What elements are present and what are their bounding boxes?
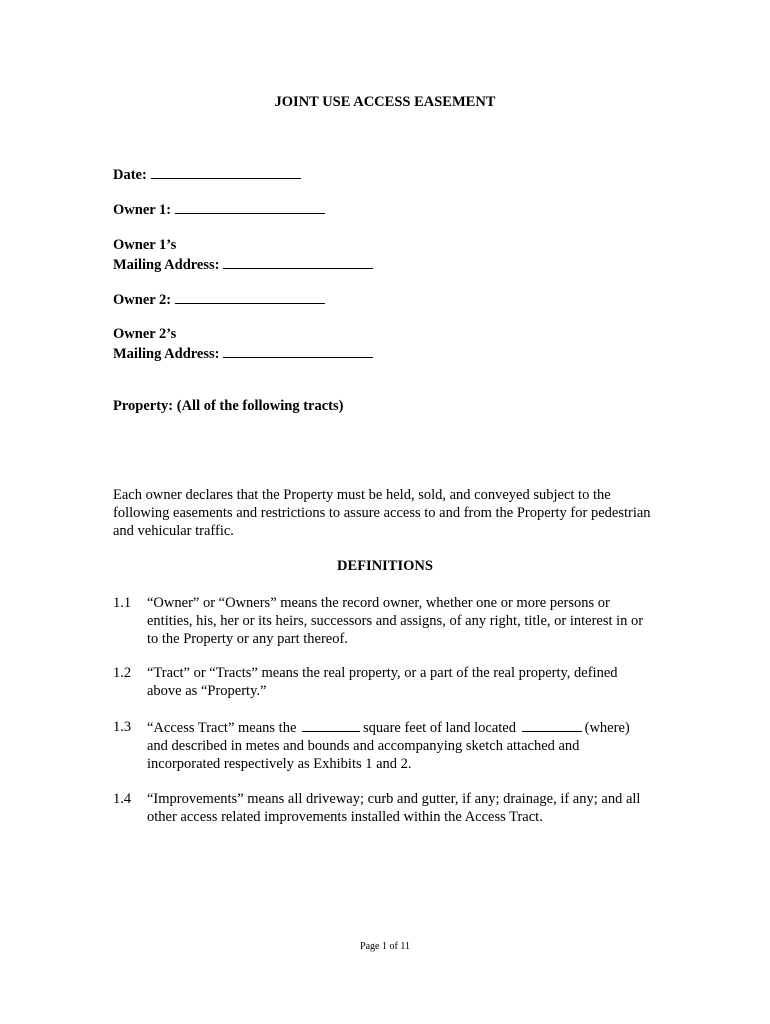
definition-text-part3: (where) and described in metes and bounds and accompanying sketch attached and incorporated respectively as Exhibits 1 and 2. — [147, 720, 630, 772]
definitions-heading: DEFINITIONS — [337, 558, 433, 574]
definition-1-3 — [113, 718, 653, 773]
definition-number: 1.1 — [113, 595, 132, 611]
owner1-address-label-line2: Mailing Address: — [113, 257, 220, 273]
owner1-address-field — [113, 236, 373, 275]
definition-number: 1.2 — [113, 665, 132, 681]
property-label: Property: (All of the following tracts) — [113, 398, 344, 414]
intro-paragraph: Each owner declares that the Property must be held, sold, and conveyed subject to the following easements and restrictions to assure access to and from the Property for pedestrian and vehicular traffic. — [113, 487, 651, 539]
owner1-address-blank — [223, 255, 373, 269]
definition-text-part2: square feet of land located — [363, 720, 516, 736]
date-blank — [151, 165, 301, 179]
owner2-label: Owner 2: — [113, 292, 172, 308]
definition-text — [147, 718, 653, 773]
document-title: JOINT USE ACCESS EASEMENT — [274, 94, 496, 110]
square-feet-blank — [302, 718, 360, 732]
page-footer: Page 1 of 11 — [360, 941, 410, 952]
owner2-address-label-line2: Mailing Address: — [113, 346, 220, 362]
owner1-address-label-line1: Owner 1’s — [113, 237, 177, 253]
owner2-address-field — [113, 325, 373, 364]
owner1-blank — [175, 200, 325, 214]
definition-1-2 — [113, 664, 653, 700]
definition-1-4 — [113, 790, 653, 826]
owner2-address-label-line1: Owner 2’s — [113, 326, 177, 342]
definition-number: 1.3 — [113, 719, 132, 735]
definition-number: 1.4 — [113, 791, 132, 807]
owner2-blank — [175, 290, 325, 304]
definition-text: “Tract” or “Tracts” means the real property, or a part of the real property, defined above as “Property.” — [147, 665, 618, 699]
definition-text-part1: “Access Tract” means the — [147, 720, 297, 736]
definition-1-1 — [113, 594, 653, 648]
date-field — [113, 165, 301, 185]
location-blank — [522, 718, 582, 732]
owner2-field — [113, 290, 325, 310]
definition-text: “Improvements” means all driveway; curb and gutter, if any; drainage, if any; and all other access related improvements installed within the Access Tract. — [147, 791, 641, 825]
definition-text: “Owner” or “Owners” means the record owner, whether one or more persons or entities, his, her or its heirs, successors and assigns, of any right, title, or interest in or to the Property or any part thereof. — [147, 595, 644, 647]
date-label: Date: — [113, 167, 147, 183]
owner1-label: Owner 1: — [113, 202, 172, 218]
owner2-address-blank — [223, 344, 373, 358]
owner1-field — [113, 200, 325, 220]
